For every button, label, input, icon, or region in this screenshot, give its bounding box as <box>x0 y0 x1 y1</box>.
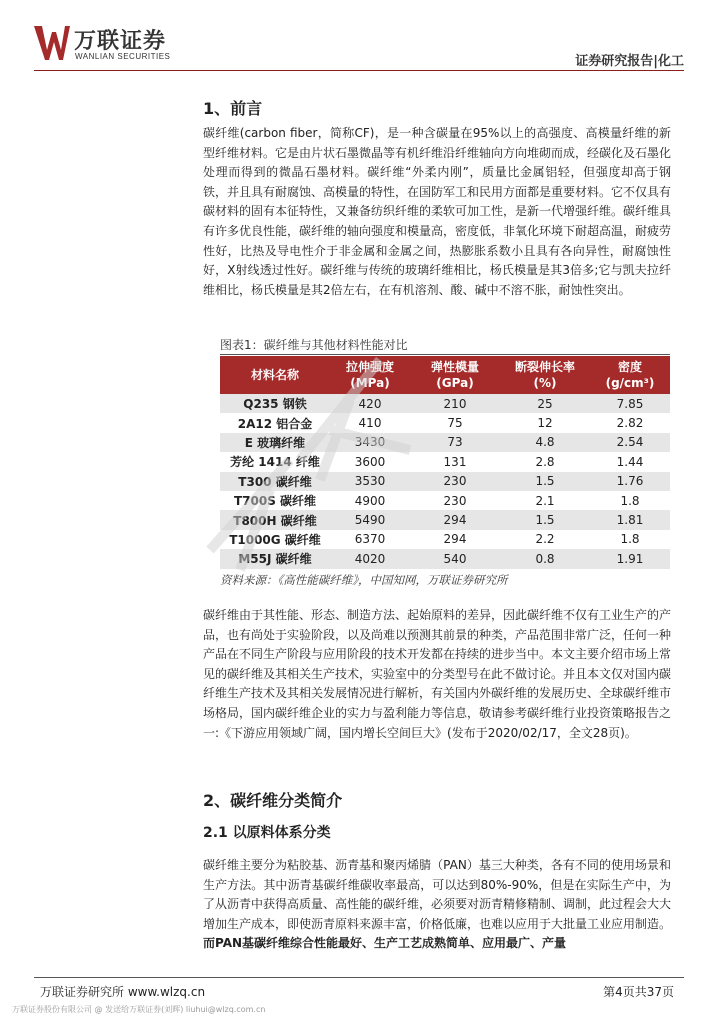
report-category-label: 证券研究报告|化工 <box>575 54 684 69</box>
value-cell: 7.85 <box>590 394 670 413</box>
material-name-cell: T800H 碳纤维 <box>220 510 330 529</box>
value-cell: 6370 <box>330 530 410 549</box>
table-row <box>220 510 670 529</box>
logo-chinese-name: 万联证券 <box>74 29 167 54</box>
footer-website: 万联证券研究所 www.wlzq.cn <box>40 985 206 999</box>
value-cell: 2.1 <box>500 491 590 510</box>
value-cell: 2.2 <box>500 530 590 549</box>
value-cell: 5490 <box>330 510 410 529</box>
table-row <box>220 530 670 549</box>
value-cell: 540 <box>410 549 500 568</box>
value-cell: 1.5 <box>500 472 590 491</box>
value-cell: 4020 <box>330 549 410 568</box>
column-header: 材料名称 <box>220 356 330 394</box>
classification-bold-text: 而PAN基碳纤维综合性能最好、生产工艺成熟简单、应用最广、产量 <box>203 936 567 951</box>
material-name-cell: E 玻璃纤维 <box>220 433 330 452</box>
value-cell: 2.82 <box>590 413 670 432</box>
table-row <box>220 452 670 471</box>
value-cell: 3430 <box>330 433 410 452</box>
value-cell: 73 <box>410 433 500 452</box>
table-row <box>220 491 670 510</box>
classification-paragraph <box>203 856 671 954</box>
table-row <box>220 472 670 491</box>
column-header: 密度 (g/cm³) <box>590 356 670 394</box>
value-cell: 2.54 <box>590 433 670 452</box>
value-cell: 1.44 <box>590 452 670 471</box>
value-cell: 0.8 <box>500 549 590 568</box>
company-logo <box>34 20 204 72</box>
value-cell: 410 <box>330 413 410 432</box>
material-name-cell: T300 碳纤维 <box>220 472 330 491</box>
value-cell: 420 <box>330 394 410 413</box>
material-name-cell: 芳纶 1414 纤维 <box>220 452 330 471</box>
wanlian-logo-icon <box>34 22 70 62</box>
value-cell: 1.8 <box>590 530 670 549</box>
value-cell: 4900 <box>330 491 410 510</box>
value-cell: 75 <box>410 413 500 432</box>
header-divider <box>34 70 684 71</box>
value-cell: 1.76 <box>590 472 670 491</box>
table-title: 图表1：碳纤维与其他材料性能对比 <box>220 338 408 352</box>
material-name-cell: 2A12 铝合金 <box>220 413 330 432</box>
value-cell: 1.8 <box>590 491 670 510</box>
value-cell: 3530 <box>330 472 410 491</box>
material-name-cell: T1000G 碳纤维 <box>220 530 330 549</box>
distribution-notice: 万联证券股份有限公司 @ 发送给万联证券(刘辉) liuhui@wlzq.com.cn <box>12 1005 266 1014</box>
value-cell: 210 <box>410 394 500 413</box>
column-header: 弹性模量 (GPa) <box>410 356 500 394</box>
value-cell: 4.8 <box>500 433 590 452</box>
value-cell: 1.91 <box>590 549 670 568</box>
footer-divider <box>34 977 684 978</box>
value-cell: 294 <box>410 530 500 549</box>
material-name-cell: M55J 碳纤维 <box>220 549 330 568</box>
value-cell: 3600 <box>330 452 410 471</box>
table-title-divider <box>220 354 670 355</box>
scope-paragraph: 碳纤维由于其性能、形态、制造方法、起始原料的差异，因此碳纤维不仅有工业生产的产品，也有尚处于实验阶段，以及尚难以预测其前景的种类，产品范围非常广泛，任何一种产品在不同生产阶段与应用阶段的技术开发都在持续的进步当中。本文主要介绍市场上常见的碳纤维及其相关生产技术，实验室中的分类型号在此不做讨论。并且本文仅对国内碳纤维生产技术及其相关发展情况进行解析，有关国内外碳纤维的发展历史、全球碳纤维市场格局，国内碳纤维企业的实力与盈利能力等信息，敬请参考碳纤维行业投资策略报告之一:《下游应用领域广阔，国内增长空间巨大》(发布于2020/02/17，全文28页)。 <box>203 608 672 740</box>
value-cell: 294 <box>410 510 500 529</box>
section-1-heading: 1、前言 <box>203 99 263 118</box>
logo-english-name: WANLIAN SECURITIES <box>75 52 171 61</box>
value-cell: 2.8 <box>500 452 590 471</box>
table-source-note: 资料来源：《高性能碳纤维》，中国知网，万联证券研究所 <box>220 573 508 587</box>
classification-text: 碳纤维主要分为粘胶基、沥青基和聚丙烯腈（PAN）基三大种类，各有不同的使用场景和生产方法。其中沥青基碳纤维碳收率最高，可以达到80%-90%，但是在实际生产中，为了从沥青中获得高质量、高性能的碳纤维，必须要对沥青精修精制、调制，此过程会大大增加生产成本，即使沥青原料来源丰富，价格低廉，也难以应用于大批量工业应用制造。 <box>203 858 672 931</box>
value-cell: 12 <box>500 413 590 432</box>
table-row <box>220 549 670 568</box>
value-cell: 131 <box>410 452 500 471</box>
page-number: 第4页共37页 <box>603 985 674 999</box>
section-2-heading: 2、碳纤维分类简介 <box>203 791 343 810</box>
table-row <box>220 433 670 452</box>
value-cell: 1.5 <box>500 510 590 529</box>
table-header-row <box>220 356 670 394</box>
value-cell: 25 <box>500 394 590 413</box>
table-row <box>220 413 670 432</box>
value-cell: 1.81 <box>590 510 670 529</box>
table-row <box>220 394 670 413</box>
value-cell: 230 <box>410 491 500 510</box>
material-name-cell: T700S 碳纤维 <box>220 491 330 510</box>
intro-paragraph: 碳纤维(carbon fiber，简称CF)，是一种含碳量在95%以上的高强度、高模量纤维的新型纤维材料。它是由片状石墨微晶等有机纤维沿纤维轴向方向堆砌而成，经碳化及石墨化处理而得到的微晶石墨材料。碳纤维“外柔内刚”，质量比金属铝轻，但强度却高于钢铁，并且具有耐腐蚀、高模量的特性，在国防军工和民用方面都是重要材料。它不仅具有碳材料的固有本征特性，又兼备纺织纤维的柔软可加工性，是新一代增强纤维。碳纤维具有许多优良性能，碳纤维的轴向强度和模量高，密度低，非氧化环境下耐超高温，耐疲劳性好，比热及导电性介于非金属和金属之间，热膨胀系数小且具有各向异性，耐腐蚀性好，X射线透过性好。碳纤维与传统的玻璃纤维相比，杨氏模量是其3倍多;它与凯夫拉纤维相比，杨氏模量是其2倍左右，在有机溶剂、酸、碱中不溶不胀，耐蚀性突出。 <box>203 126 672 297</box>
subsection-2-1-heading: 2.1 以原料体系分类 <box>203 825 331 841</box>
material-comparison-table <box>220 356 670 569</box>
column-header: 断裂伸长率 (%) <box>500 356 590 394</box>
column-header: 拉伸强度 (MPa) <box>330 356 410 394</box>
value-cell: 230 <box>410 472 500 491</box>
material-name-cell: Q235 钢铁 <box>220 394 330 413</box>
